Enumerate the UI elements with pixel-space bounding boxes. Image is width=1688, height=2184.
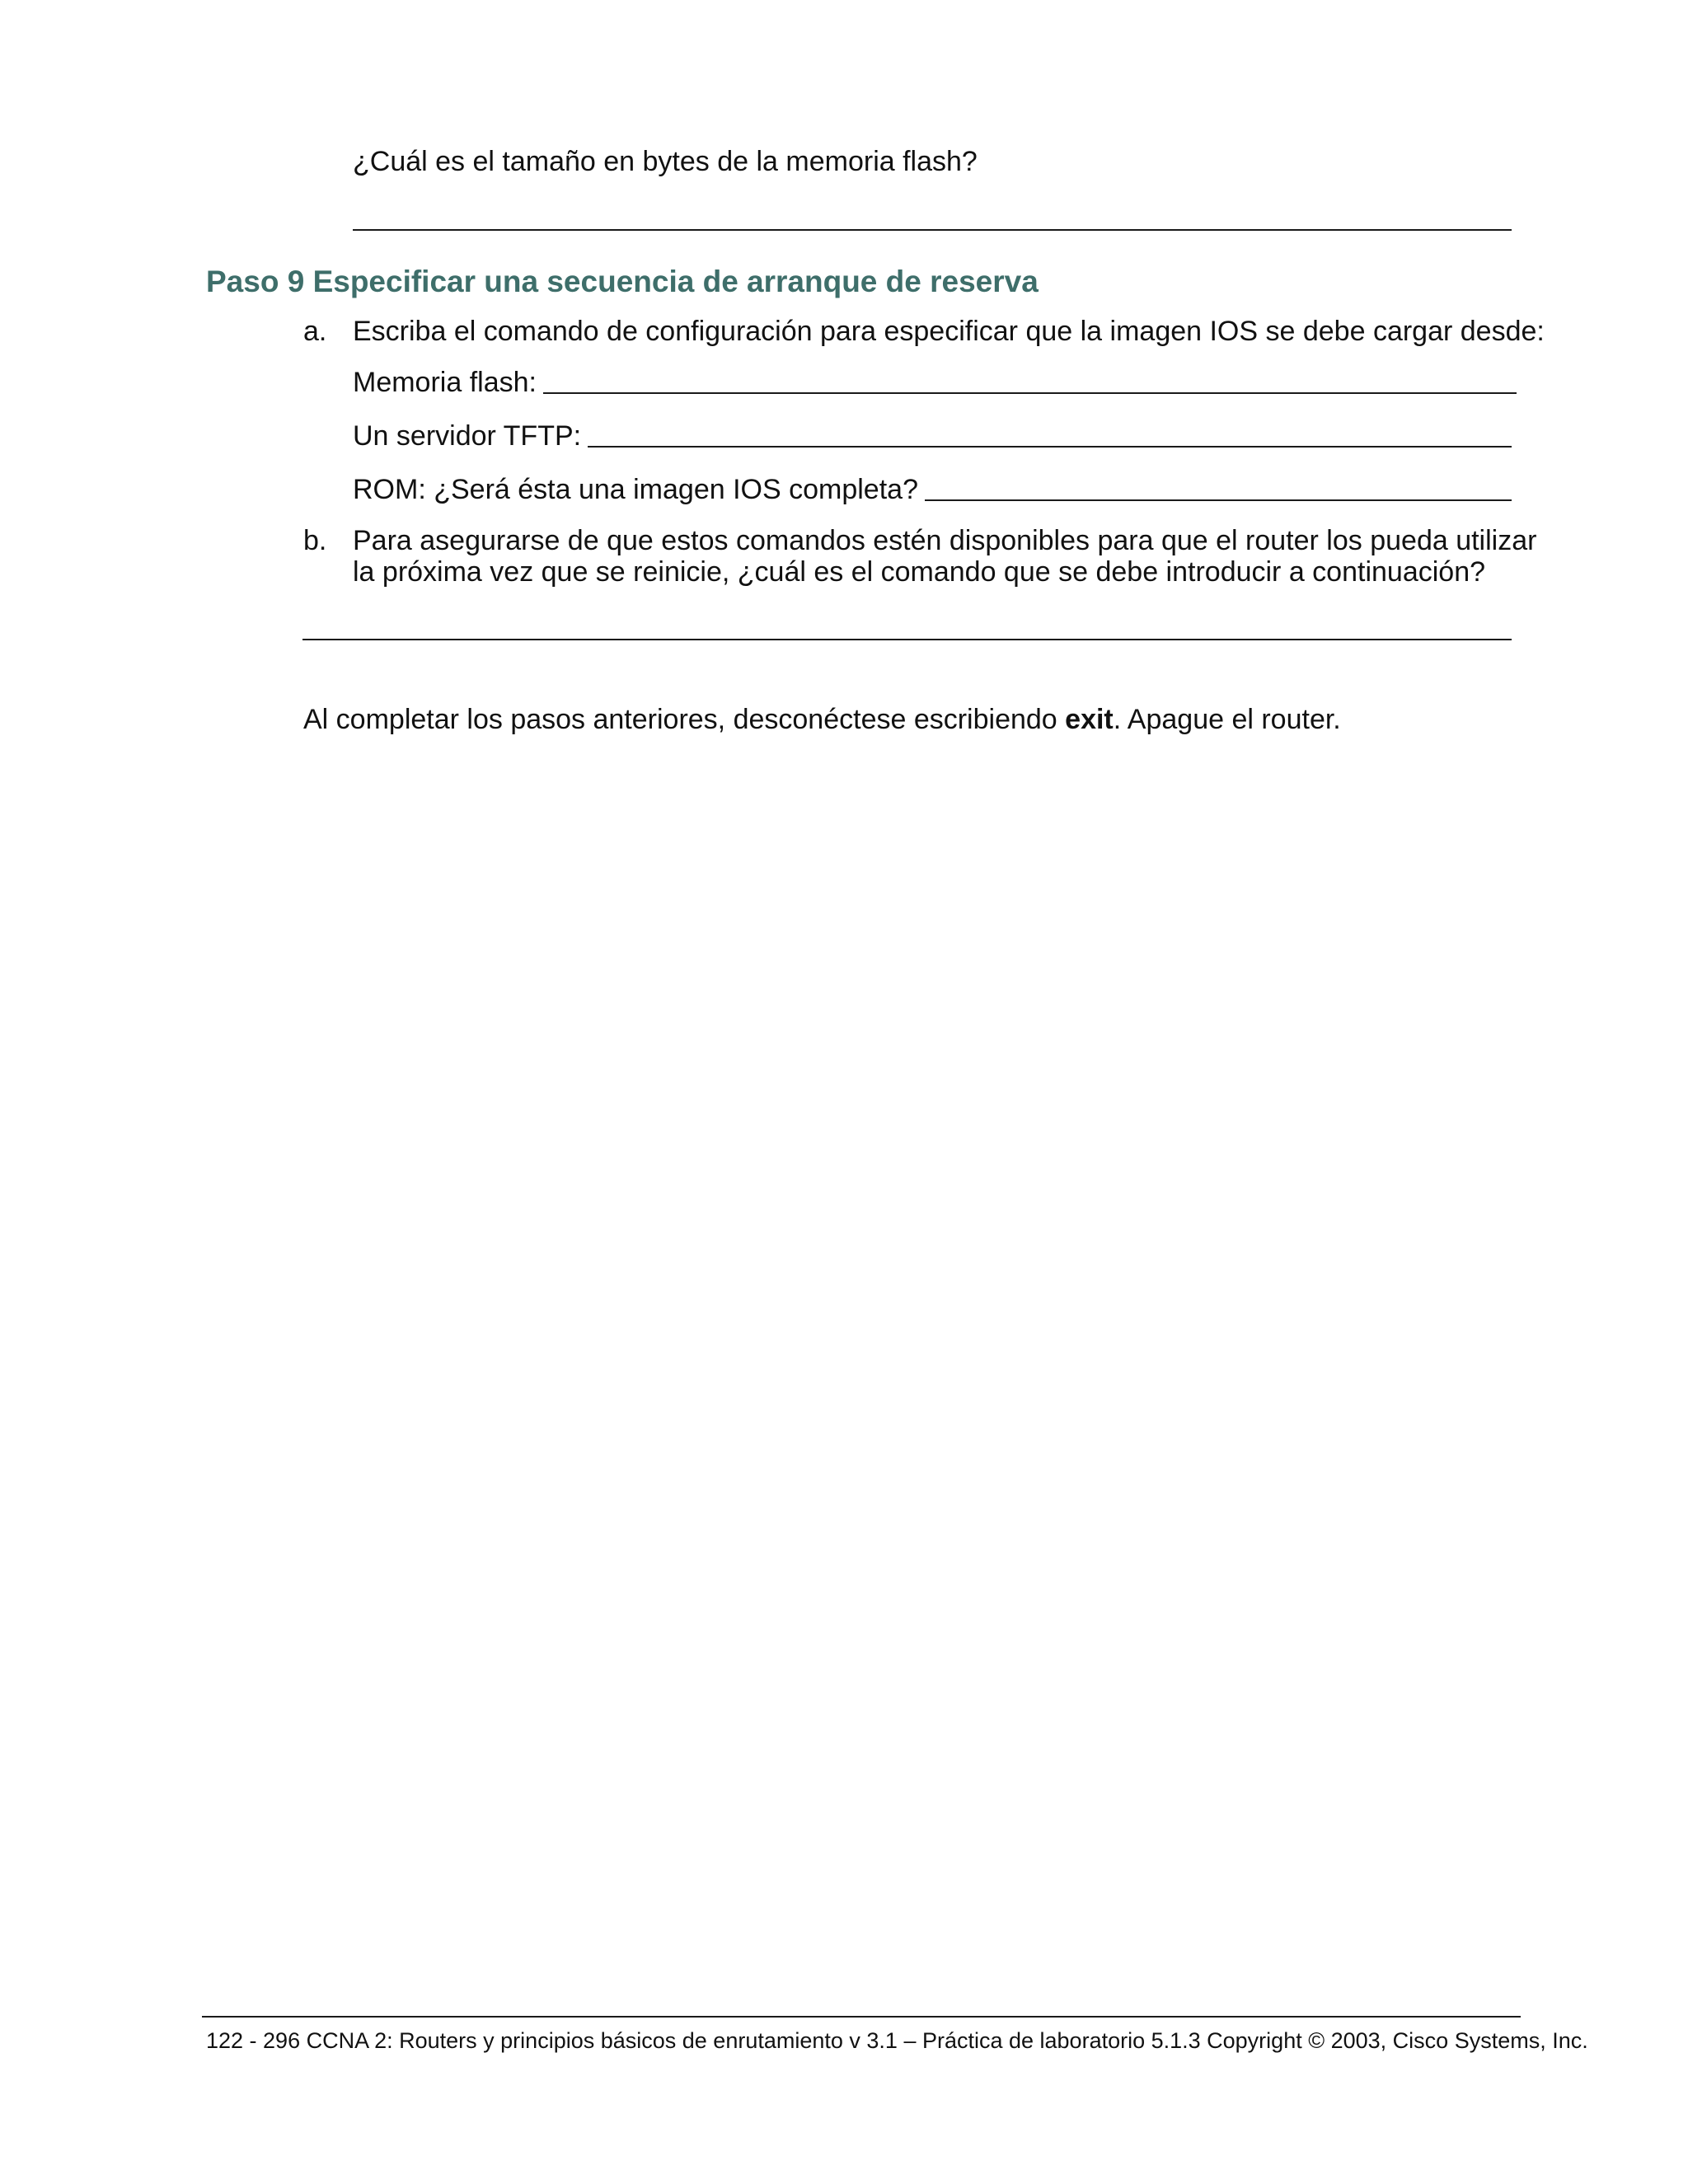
closing-text-before: Al completar los pasos anteriores, desconéctese escribiendo <box>303 704 1066 735</box>
item-a-marker: a. <box>303 316 327 347</box>
field-memoria-flash-answer-line[interactable] <box>543 392 1517 394</box>
closing-text-after: . Apague el router. <box>1113 704 1341 735</box>
field-servidor-tftp-label: Un servidor TFTP: <box>353 420 582 452</box>
field-memoria-flash <box>353 366 1517 399</box>
exit-command: exit <box>1065 704 1114 735</box>
flash-size-answer-line[interactable] <box>353 229 1512 231</box>
item-b-marker: b. <box>303 525 327 556</box>
item-a-text: Escriba el comando de configuración para especificar que la imagen IOS se debe cargar desde: <box>353 316 1545 347</box>
field-rom-label: ROM: ¿Será ésta una imagen IOS completa? <box>353 474 918 505</box>
flash-size-question: ¿Cuál es el tamaño en bytes de la memoria flash? <box>353 146 978 177</box>
closing-instruction <box>303 703 1341 736</box>
field-rom-answer-line[interactable] <box>925 499 1512 501</box>
footer-text: 122 - 296 CCNA 2: Routers y principios básicos de enrutamiento v 3.1 – Práctica de laboratorio 5.1.3 Copyright © 2003, Cisco Systems, Inc. <box>206 2028 1588 2053</box>
item-b-text-line-2: la próxima vez que se reinicie, ¿cuál es el comando que se debe introducir a continuación? <box>353 556 1486 588</box>
item-b-answer-line[interactable] <box>302 639 1512 640</box>
footer-divider <box>202 2016 1521 2018</box>
step-9-heading: Paso 9 Especificar una secuencia de arranque de reserva <box>206 265 1039 298</box>
field-servidor-tftp <box>353 419 1512 452</box>
field-rom <box>353 473 1512 506</box>
field-servidor-tftp-answer-line[interactable] <box>588 446 1512 448</box>
field-memoria-flash-label: Memoria flash: <box>353 367 537 398</box>
item-b-text-line-1: Para asegurarse de que estos comandos estén disponibles para que el router los pueda utilizar <box>353 525 1537 556</box>
